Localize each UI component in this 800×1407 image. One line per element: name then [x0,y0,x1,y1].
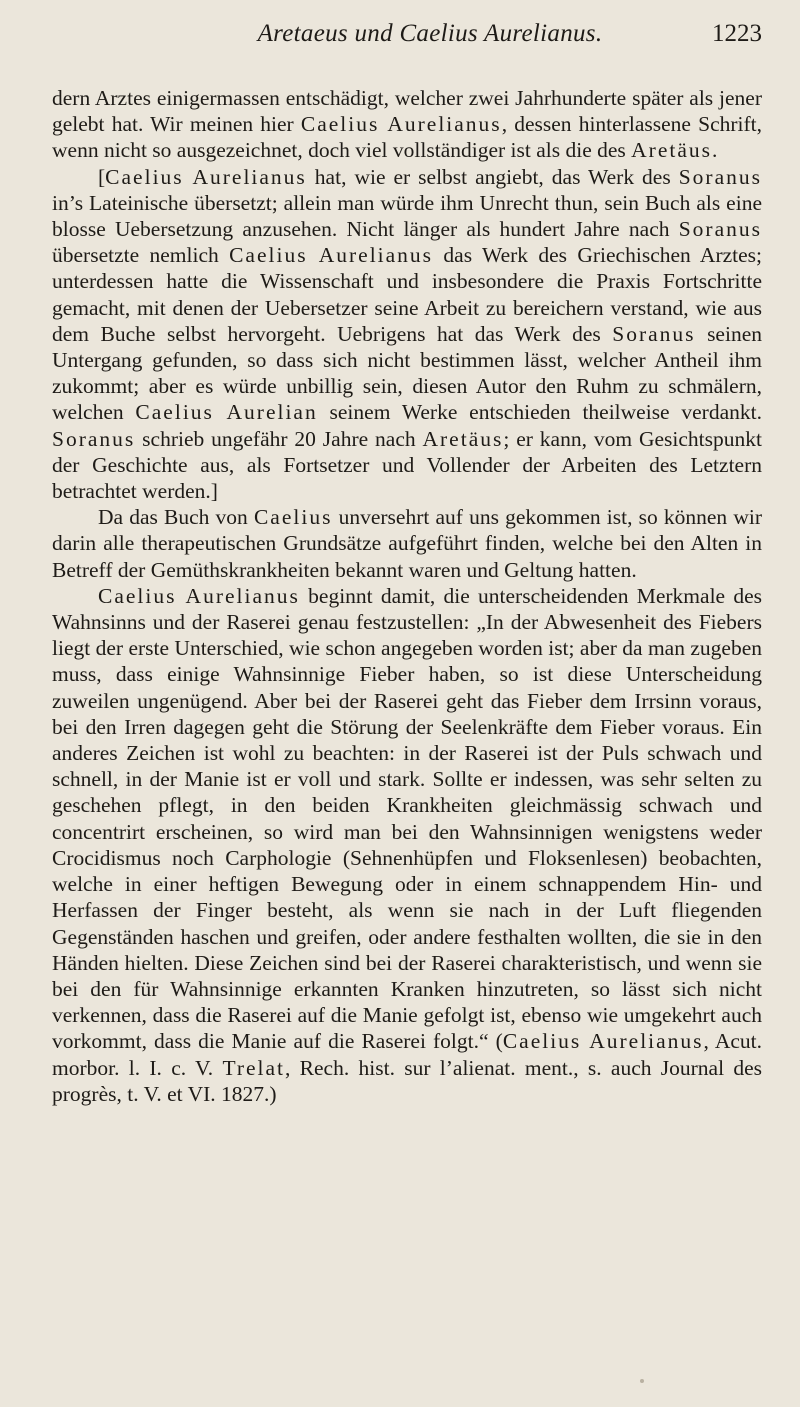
text-run: seinen Untergang gefunden, so dass sich nicht bestimmen lässt, welcher Antheil ihm zukommt; aber es würde unbillig sein, diesen Autor den Ruhm zu schmälern, welchen [52,321,762,425]
spaced-name: Caelius Aurelianus [300,112,502,137]
text-run: hat, wie er selbst angiebt, das Werk des [306,164,679,189]
spaced-name: Caelius [253,505,333,530]
text-run: in’s Lateinische übersetzt; allein man würde ihm Unrecht thun, sein Buch als eine blosse Uebersetzung anzusehen. Nicht länger als hundert Jahre nach [52,190,762,242]
text-run: das Werk des Griechischen Arztes; unterdessen hatte die Wissenschaft und insbesondere die Praxis Fortschritte gemacht, mit denen der Uebersetzer seine Arbeit zu bereichern verstand, wie aus dem Buche selbst hervorgeht. Uebrigens hat das Werk des [52,243,763,346]
text-run: seinem Werke entschieden theilweise verdankt. [317,400,762,425]
paragraph [52,164,762,505]
text-run: , Rech. hist. sur l’alienat. ment., s. auch Journal des progrès, t. V. et VI. 1827.) [52,1055,763,1106]
spaced-name: Aretäus [422,426,504,451]
spaced-name: Caelius Aurelianus [105,164,307,189]
spaced-name: Caelius Aurelianus [229,243,434,268]
text-run: , dessen hinterlassene Schrift, wenn nicht so ausgezeichnet, doch viel vollständiger ist als die des [52,112,762,163]
page-number: 1223 [712,20,762,47]
running-title: Aretaeus und Caelius Aurelianus. [257,20,603,47]
spaced-name: Caelius Aurelianus [98,583,300,608]
spaced-name: Caelius Aurelianus [502,1029,704,1054]
text-run: , Acut. morbor. l. I. c. V. [52,1029,762,1080]
paragraph [52,85,762,164]
text-run: beginnt damit, die unterscheidenden Merkmale des Wahnsinns und der Raserei genau festzustellen: „In der Abwesenheit des Fiebers liegt der erste Unterschied, wie schon angegeben worden ist; aber da man zugeben muss, dass einige Wahnsinnige Fieber haben, so ist diese Unterscheidung zuweilen ungenügend. Aber bei der Raserei geht das Fieber dem Irrsinn voraus, bei den Irren dagegen geht die Störung der Seelenkräfte dem Fieber voraus. Ein anderes Zeichen ist wohl zu beachten: in der Raserei ist der Puls schwach und schnell, in der Manie ist er voll und stark. Sollte er indessen, was sehr selten zu geschehen pflegt, in den beiden Krankheiten gleichmässig schwach und concentrirt erscheinen, so wird man bei den Wahnsinnigen wenigstens weder Crocidismus noch Carphologie (Sehnenhüpfen und Floksenlesen) beobachten, welche in einer heftigen Bewegung oder in einem schnappendem Hin- und Herfassen der Finger besteht, als wenn sie nach in der Luft fliegenden Gegenständen haschen und greifen, oder andere festhalten wollten, die sie in den Händen hielten. Diese Zeichen sind bei der Raserei charakteristisch, und wenn sie bei den für Wahnsinnige erkannten Kranken hinzutreten, so lässt sich nicht verkennen, dass die Raserei auf die Manie gefolgt ist, ebenso wie umgekehrt auch vorkommt, dass die Manie auf die Raserei folgt.“ ( [52,583,763,1054]
text-run: schrieb ungefähr 20 Jahre nach [135,426,423,451]
page-header [90,20,770,60]
text-run: übersetzte nemlich [52,243,230,268]
spaced-name: Caelius Aurelian [135,400,318,425]
paragraph [52,504,762,583]
paragraph [52,583,762,1107]
spaced-name: Soranus [52,426,136,451]
spaced-name: Soranus [612,321,696,346]
text-run: . [712,138,718,163]
text-run: Da das Buch von [98,505,254,530]
spaced-name: Aretäus [631,138,713,163]
paper-fleck [640,1379,644,1383]
text-run: ; er kann, vom Gesichtspunkt der Geschichte aus, als Fortsetzer und Vollender der Arbeiten des Letztern betrachtet werden.] [52,426,762,504]
text-run: dern Arztes einigermassen entschädigt, welcher zwei Jahrhunderte später als jener gelebt hat. Wir meinen hier [52,86,762,137]
text-run: unversehrt auf uns gekommen ist, so können wir darin alle therapeutischen Grundsätze aufgeführt finden, welche bei den Alten in Betreff der Gemüthskrankheiten bekannt waren und Geltung hatten. [52,505,762,582]
spaced-name: Trelat [222,1055,286,1080]
body-text [52,85,762,1107]
spaced-name: Soranus [678,164,762,189]
spaced-name: Soranus [678,217,762,242]
text-run: [ [98,164,106,189]
